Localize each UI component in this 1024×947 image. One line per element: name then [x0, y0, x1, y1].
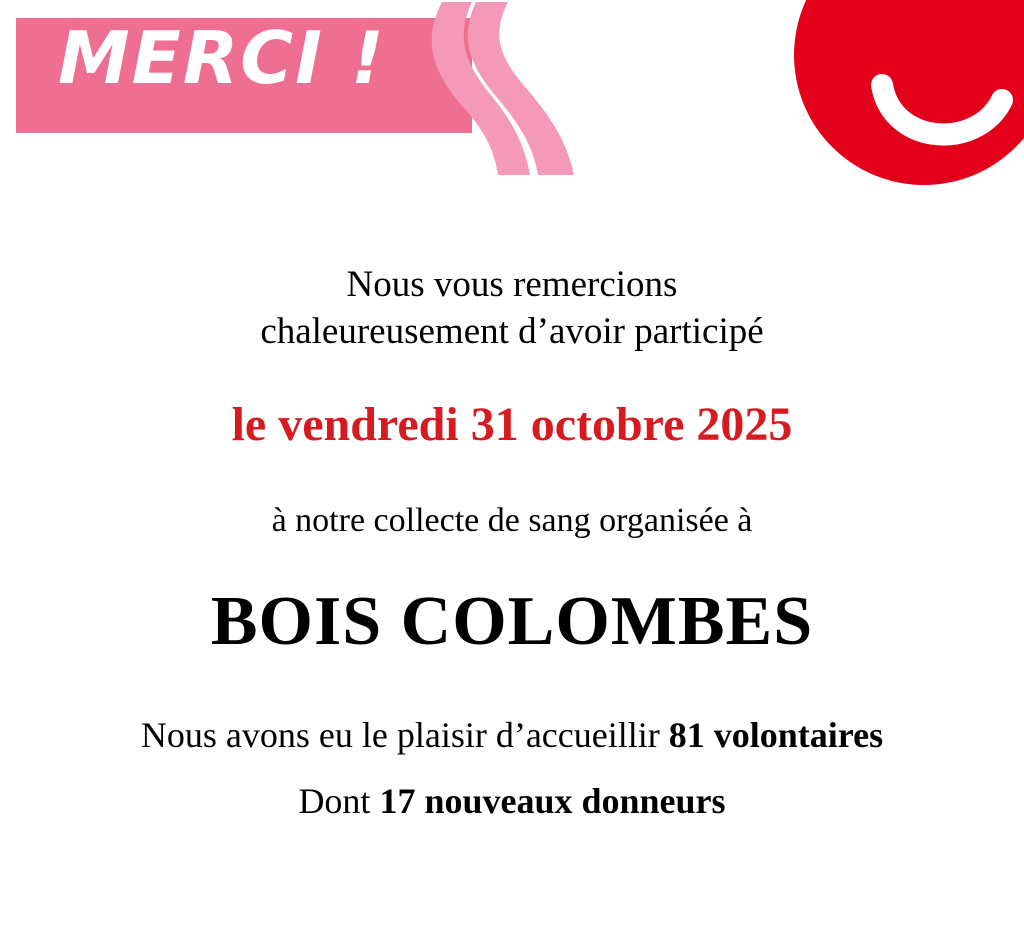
event-date: le vendredi 31 octobre 2025: [231, 398, 793, 451]
blood-drop-mark-icon: [764, 0, 1024, 215]
volunteers-prefix: Nous avons eu le plaisir d’accueillir: [140, 715, 669, 755]
volunteers-line: [40, 713, 984, 757]
intro-line-2: chaleureusement d’avoir participé: [260, 311, 764, 352]
merci-label: MERCI !: [58, 16, 386, 100]
place-intro-text: à notre collecte de sang organisée à: [271, 502, 753, 539]
intro-text: [40, 261, 984, 355]
new-donors-prefix: Dont: [298, 781, 380, 821]
new-donors-line: [40, 779, 984, 823]
city-name: BOIS COLOMBES: [210, 583, 814, 660]
new-donors-count: 17 nouveaux donneurs: [379, 781, 726, 821]
intro-line-1: Nous vous remercions: [346, 264, 678, 305]
volunteers-count: 81 volontaires: [668, 715, 884, 755]
thank-you-content: [0, 261, 1024, 823]
pink-ribbon-icon: [398, 0, 598, 175]
header-decoration: [0, 0, 1024, 225]
